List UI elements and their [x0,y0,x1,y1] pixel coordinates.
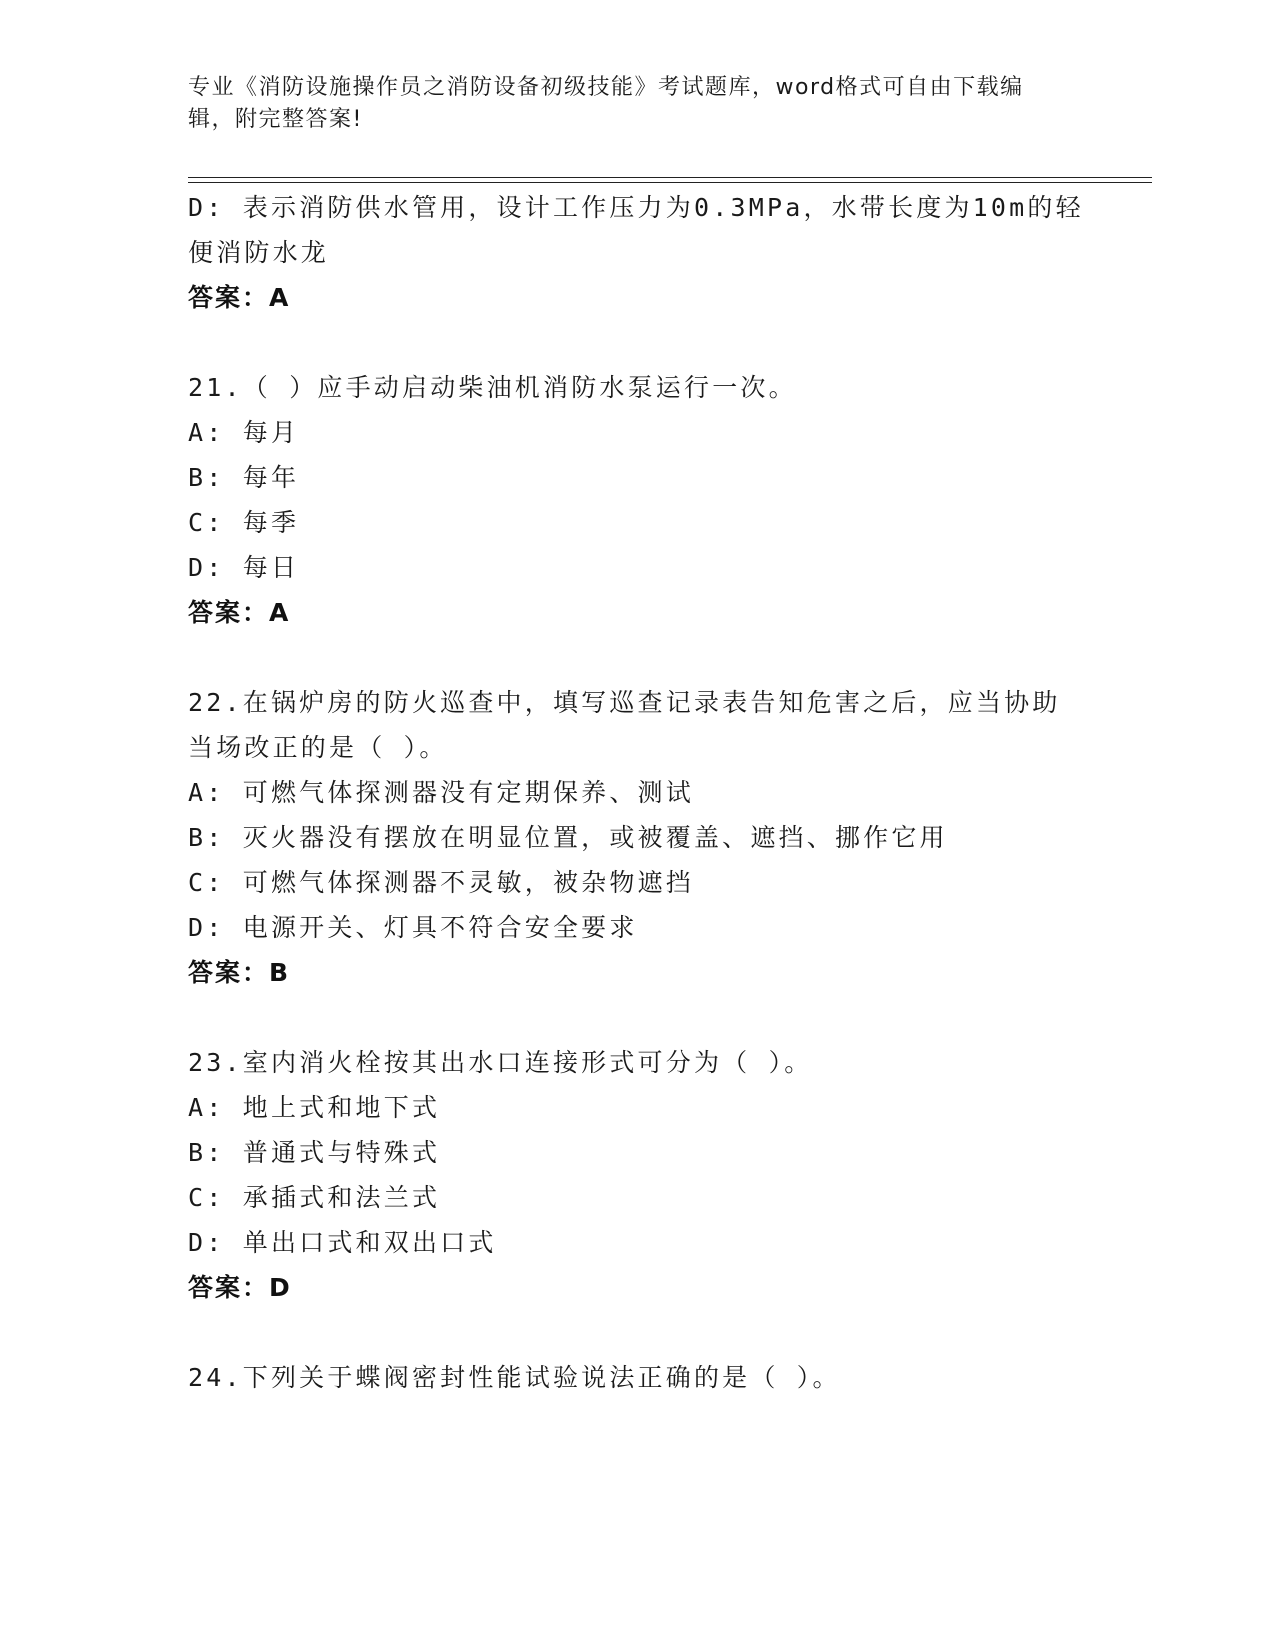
question-22-option-a: A: 可燃气体探测器没有定期保养、测试 [188,778,694,807]
question-22-stem-line2: 当场改正的是（ ）。 [188,733,448,762]
question-21-answer: 答案：A [188,598,291,627]
question-22-option-d: D: 电源开关、灯具不符合安全要求 [188,913,638,942]
header-line-1: 专业《消防设施操作员之消防设备初级技能》考试题库，word格式可自由下载编 [188,75,1024,100]
question-21-stem: 21.（ ）应手动启动柴油机消防水泵运行一次。 [188,373,797,402]
question-21-option-a: A: 每月 [188,418,300,447]
question-22-option-c: C: 可燃气体探测器不灵敏，被杂物遮挡 [188,868,694,897]
question-23-stem: 23.室内消火栓按其出水口连接形式可分为（ ）。 [188,1048,813,1077]
header-divider-top [188,177,1152,178]
document-header [188,72,1068,136]
prev-option-d-line2: 便消防水龙 [188,238,330,267]
prev-answer: 答案：A [188,283,291,312]
question-21-option-b: B: 每年 [188,463,300,492]
prev-option-d-line1: D: 表示消防供水管用，设计工作压力为0.3MPa，水带长度为10m的轻 [188,193,1084,222]
question-23-option-b: B: 普通式与特殊式 [188,1138,441,1167]
question-21-option-d: D: 每日 [188,553,300,582]
question-23-option-d: D: 单出口式和双出口式 [188,1228,497,1257]
header-divider-bottom [188,182,1152,183]
question-23-option-c: C: 承插式和法兰式 [188,1183,441,1212]
question-23-option-a: A: 地上式和地下式 [188,1093,441,1122]
question-22-option-b: B: 灭火器没有摆放在明显位置，或被覆盖、遮挡、挪作它用 [188,823,948,852]
question-22-stem-line1: 22.在锅炉房的防火巡查中，填写巡查记录表告知危害之后，应当协助 [188,688,1061,717]
question-22-answer: 答案：B [188,958,291,987]
question-24-stem: 24.下列关于蝶阀密封性能试验说法正确的是（ ）。 [188,1363,841,1392]
header-line-2: 辑，附完整答案! [188,107,363,132]
question-23-answer: 答案：D [188,1273,292,1302]
question-21-option-c: C: 每季 [188,508,300,537]
